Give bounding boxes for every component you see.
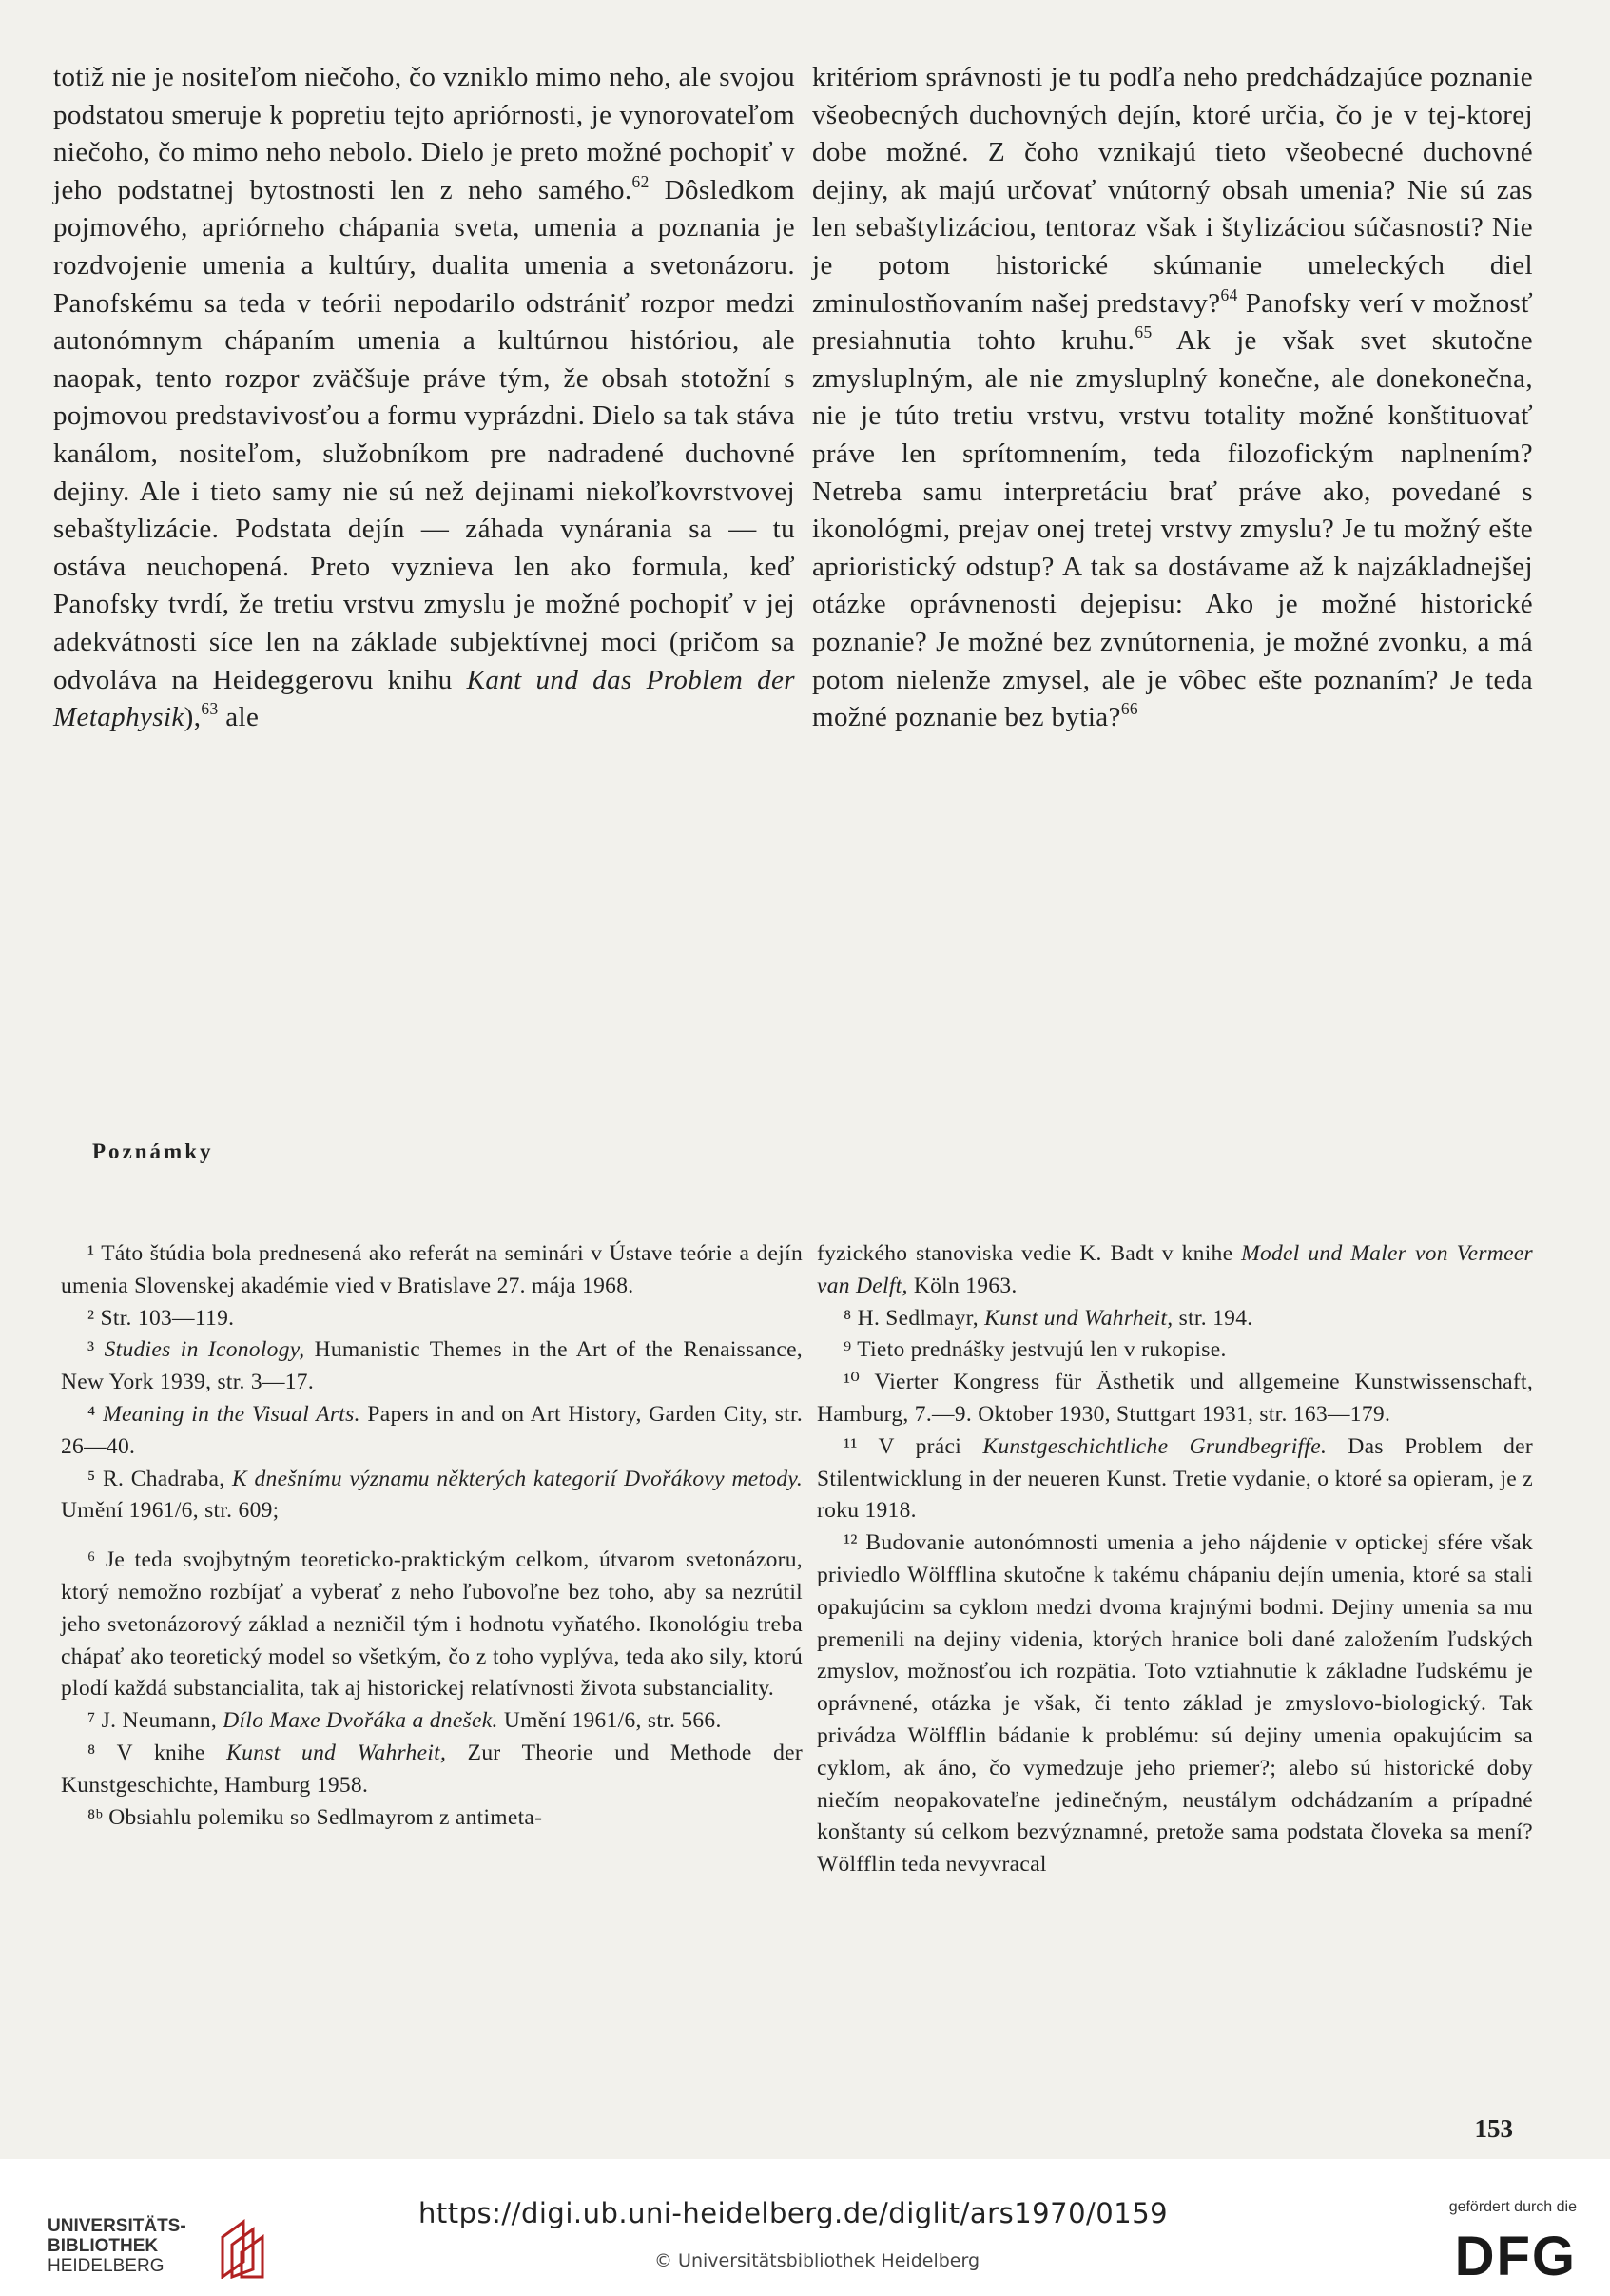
library-mark-icon (215, 2216, 272, 2279)
article-title: K dnešnímu významu některých kategorií Dvořákovy metody. (231, 1466, 803, 1491)
source-url-link[interactable]: https://digi.ub.uni-heidelberg.de/diglit/ars1970/0159 (418, 2197, 1169, 2229)
notes-column-left (61, 1238, 803, 1834)
digitization-footer (0, 2159, 1610, 2296)
notes-heading: Poznámky (92, 1139, 214, 1163)
copyright-notice: © Universitätsbibliothek Heidelberg (654, 2250, 980, 2271)
footnote-text: Papers in and on Art History, Garden City, str. 26—40. (61, 1401, 803, 1459)
footnote-number: ³ (87, 1337, 105, 1363)
footnote-text: Köln 1963. (907, 1273, 1018, 1298)
dfg-logo-text: DFG (1454, 2228, 1577, 2281)
footnote-text: ⁵ R. Chadraba, (87, 1466, 232, 1491)
body-column-left (53, 59, 795, 737)
body-text: Dôsledkom pojmového, apriórneho chápania sveta, umenia a poznania je rozdvojenie umenia a kultúry, dualita umenia a svetonázoru. Panofskému sa teda v teórii nepodarilo odstrániť rozpor medzi autonómnym chápaním umenia a kultúrnou históriou, ale naopak, tento rozpor zväčšuje práve tým, že obsah stotožní s pojmovou predstavivosťou a formu vyprázdni. Dielo sa tak stáva kanálom, nositeľom, služobníkom pre nadradené duchovné dejiny. Ale i tieto samy nie sú než dejinami niekoľkovrstvovej sebaštylizácie. Podstata dejín — záhada vynárania sa — tu ostáva neuchopená. Preto vyznieva len ako formula, keď Panofsky tvrdí, že tretiu vrstvu zmyslu je možné pochopiť v jej adekvátnosti síce len na základe subjektívnej moci (pričom sa odvoláva na Heideggerovu knihu (53, 174, 795, 695)
notes-column-right (817, 1238, 1533, 1881)
footnote-text: Zur Theorie und Methode der Kunstgeschichte, Hamburg 1958. (61, 1740, 803, 1798)
footnote-text: Das Problem der Stilentwicklung in der neueren Kunst. Tretie vydanie, o ktoré sa opieram, je z roku 1918. (817, 1433, 1533, 1524)
footnote: ⁶ Je teda svojbytným teoreticko-praktickým celkom, útvarom svetonázoru, ktorý nemožno rozbíjať a vyberať z neho ľubovoľne bez toho, aby sa nezrútil jeho svetonázorový základ a nezničil tým i hodnotu vyňatého. Ikonológiu treba chápať ako teoretický model so všetkým, čo z toho vyplýva, teda ako sily, ktorú plodí každá substancialita, tak aj historickej relatívnosti života substanciality. (61, 1547, 803, 1702)
footnote: ⁸ᵇ Obsiahlu polemiku so Sedlmayrom z antimeta- (87, 1804, 543, 1830)
footnote-ref[interactable]: 66 (1120, 698, 1139, 718)
footnote (817, 1431, 1533, 1527)
footnote-text: Umění 1961/6, str. 566. (497, 1708, 722, 1734)
footnote (61, 1334, 803, 1399)
article-title: Dílo Maxe Dvořáka a dnešek. (223, 1708, 498, 1734)
funder-label: gefördert durch die (1448, 2199, 1577, 2215)
footnote: ² Str. 103—119. (87, 1305, 235, 1331)
footnote-text: ⁸ V knihe (87, 1740, 227, 1765)
page-number: 153 (1474, 2114, 1513, 2143)
footnote-text: fyzického stanoviska vedie K. Badt v knihe (817, 1241, 1242, 1266)
footnote: ¹ Táto štúdia bola prednesená ako referát na seminári v Ústave teórie a dejín umenia Slovenskej akadémie vied v Bratislave 27. mája 1968. (61, 1241, 803, 1298)
body-paragraph (53, 59, 795, 737)
footnote-continuation (817, 1238, 1533, 1303)
body-text: ), (184, 702, 202, 733)
footnote-ref[interactable]: 62 (631, 171, 650, 191)
footnote-text: ⁷ J. Neumann, (87, 1708, 223, 1734)
body-text: Ak je však svet skutočne zmysluplným, ale nie zmysluplný konečne, ale donekonečna, nie je túto tretiu vrstvu, vrstvu totality možné konštituovať práve len sprítomnením, teda filozofickým naplnením? Netreba samu interpretáciu brať práve ako, povedané s ikonológmi, prejav onej tretej vrstvy zmyslu? Je tu možný ešte aprioristický odstup? A tak sa dostávame až k najzákladnejšej otázke oprávnenosti dejepisu: Ako je možné historické poznanie? Je možné bez zvnútornenia, je možné zvonku, a má potom nielenže zmysel, ale je vôbec ešte poznaním? Je teda možné poznanie bez bytia? (812, 325, 1533, 733)
book-title: Meaning in the Visual Arts. (103, 1401, 360, 1427)
body-text: totiž nie je nositeľom niečoho, čo vzniklo mimo neho, ale svojou podstatou smeruje k popretiu tejto apriórnosti, je vynorovateľom niečoho, čo mimo neho nebolo. Dielo je preto možné pochopiť v jeho podstatnej bytostnosti len z neho samého. (53, 62, 795, 205)
library-name-line: BIBLIOTHEK (48, 2236, 159, 2256)
footnote-number: ⁴ (87, 1401, 104, 1427)
footnote-text: Humanistic Themes in the Art of the Renaissance, New York 1939, str. 3—17. (61, 1337, 803, 1395)
footnote: ⁹ Tieto prednášky jestvujú len v rukopise. (844, 1337, 1227, 1363)
footnote-text: ⁸ H. Sedlmayr, (844, 1305, 985, 1331)
book-title: Kunst und Wahrheit, (226, 1740, 447, 1765)
body-column-right (812, 59, 1533, 737)
library-name (48, 2216, 209, 2276)
funder-block[interactable] (1434, 2199, 1577, 2285)
note-spacer (61, 1527, 803, 1545)
body-paragraph (812, 59, 1533, 737)
book-title: Model und Maler von Vermeer van Delft, (817, 1241, 1533, 1298)
footnote-ref[interactable]: 64 (1220, 284, 1238, 304)
footnote-text: str. 194. (1173, 1305, 1253, 1331)
library-name-line: UNIVERSITÄTS- (48, 2216, 186, 2236)
footnote-text: Umění 1961/6, str. 609; (61, 1498, 280, 1524)
footnote: ¹² Budovanie autonómnosti umenia a jeho nájdenie v optickej sfére však priviedlo Wölfflina skutočne k takému chápaniu dejín umenia, ktoré sa stali opakujúcim sa cyklom medzi dvoma krajnými bodmi. Dejiny umenia sa mu premenili na dejiny videnia, ktorých hranice boli dané založením ľudských zmyslov, možnosťou ich rozpätia. Toto vztiahnutie k základne ľudskému je oprávnené, otázka je však, či tento základ je zmyslovo-biologický. Tak privádza Wölfflin bádanie k problému: sú dejiny umenia opakujúcim sa cyklom, ak áno, čo vymedzuje jeho priemer?; alebo sú historické doby niečím neopakovateľne jedinečným, neustálym odchádzaním a prípadné konštanty sú celkom bezvýznamné, pretože sama podstata človeka sa mení? Wölfflin teda nevyvracal (817, 1530, 1533, 1878)
body-text: kritériom správnosti je tu podľa neho predchádzajúce poznanie všeobecných duchovných dejín, ktoré určia, čo je v tej-ktorej dobe možné. Z čoho vznikajú tieto všeobecné duchovné dejiny, ak majú určovať vnútorný obsah umenia? Nie sú zas len sebaštylizáciou, tentoraz však i štylizáciou súčasnosti? Nie je potom historické skúmanie umeleckých diel zminulostňovaním našej predstavy? (812, 62, 1533, 319)
footnote-ref[interactable]: 63 (201, 698, 219, 718)
library-name-line: HEIDELBERG (48, 2256, 165, 2276)
body-text: ale (218, 702, 260, 733)
dfg-logo (1434, 2228, 1577, 2281)
footnote: ¹⁰ Vierter Kongress für Ästhetik und allgemeine Kunstwissenschaft, Hamburg, 7.—9. Oktober 1930, Stuttgart 1931, str. 163—179. (817, 1370, 1533, 1427)
library-logo[interactable] (48, 2216, 333, 2283)
footnote-text: ¹¹ V práci (844, 1433, 983, 1459)
footnote (61, 1399, 803, 1464)
body-text: Panofsky verí v možnosť presiahnutia tohto kruhu. (812, 287, 1534, 357)
footnote (817, 1303, 1533, 1335)
footnote-ref[interactable]: 65 (1135, 321, 1153, 341)
book-title: Kant und das Problem der Metaphysik (53, 664, 795, 733)
book-title: Kunst und Wahrheit, (984, 1305, 1174, 1331)
footnote (61, 1464, 803, 1528)
footnote (61, 1738, 803, 1802)
footnote (61, 1705, 803, 1738)
book-title: Studies in Iconology, (104, 1337, 305, 1363)
book-title: Kunstgeschichtliche Grundbegriffe. (982, 1433, 1328, 1459)
